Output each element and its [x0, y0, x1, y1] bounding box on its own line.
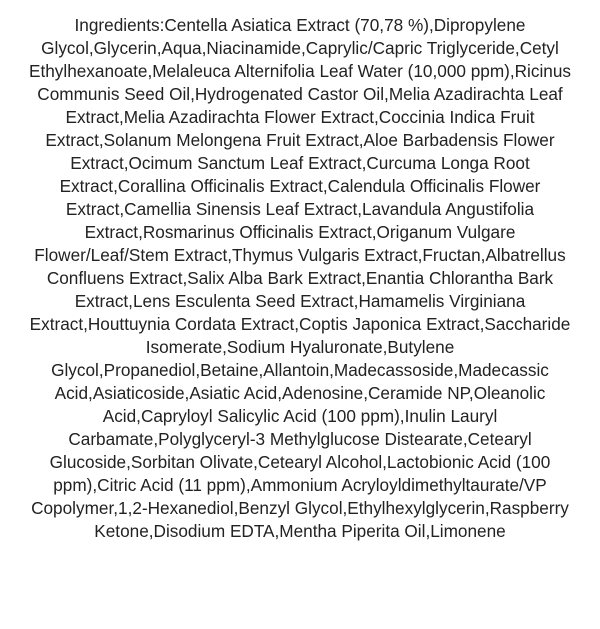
ingredients-list-text: Ingredients:Centella Asiatica Extract (70,78 %),Dipropylene Glycol,Glycerin,Aqua,Niacinamide,Caprylic/Capric Triglyceride,Cetyl Ethylhexanoate,Melaleuca Alternifolia Leaf Water (10,000 ppm),Ricinus Communis Seed Oil,Hydrogenated Castor Oil,Melia Azadirachta Leaf Extract,Melia Azadirachta Flower Extract,Coccinia Indica Fruit Extract,Solanum Melongena Fruit Extract,Aloe Barbadensis Flower Extract,Ocimum Sanctum Leaf Extract,Curcuma Longa Root Extract,Corallina Officinalis Extract,Calendula Officinalis Flower Extract,Camellia Sinensis Leaf Extract,Lavandula Angustifolia Extract,Rosmarinus Officinalis Extract,Origanum Vulgare Flower/Leaf/Stem Extract,Thymus Vulgaris Extract,Fructan,Albatrellus Confluens Extract,Salix Alba Bark Extract,Enantia Chlorantha Bark Extract,Lens Esculenta Seed Extract,Hamamelis Virginiana Extract,Houttuynia Cordata Extract,Coptis Japonica Extract,Saccharide Isomerate,Sodium Hyaluronate,Butylene Glycol,Propanediol,Betaine,Allantoin,Madecassoside,Madecassic Acid,Asiaticoside,Asiatic Acid,Adenosine,Ceramide NP,Oleanolic Acid,Capryloyl Salicylic Acid (100 ppm),Inulin Lauryl Carbamate,Polyglyceryl-3 Methylglucose Distearate,Cetearyl Glucoside,Sorbitan Olivate,Cetearyl Alcohol,Lactobionic Acid (100 ppm),Citric Acid (11 ppm),Ammonium Acryloyldimethyltaurate/VP Copolymer,1,2-Hexanediol,Benzyl Glycol,Ethylhexylglycerin,Raspberry Ketone,Disodium EDTA,Mentha Piperita Oil,Limonene — [28, 15, 572, 541]
